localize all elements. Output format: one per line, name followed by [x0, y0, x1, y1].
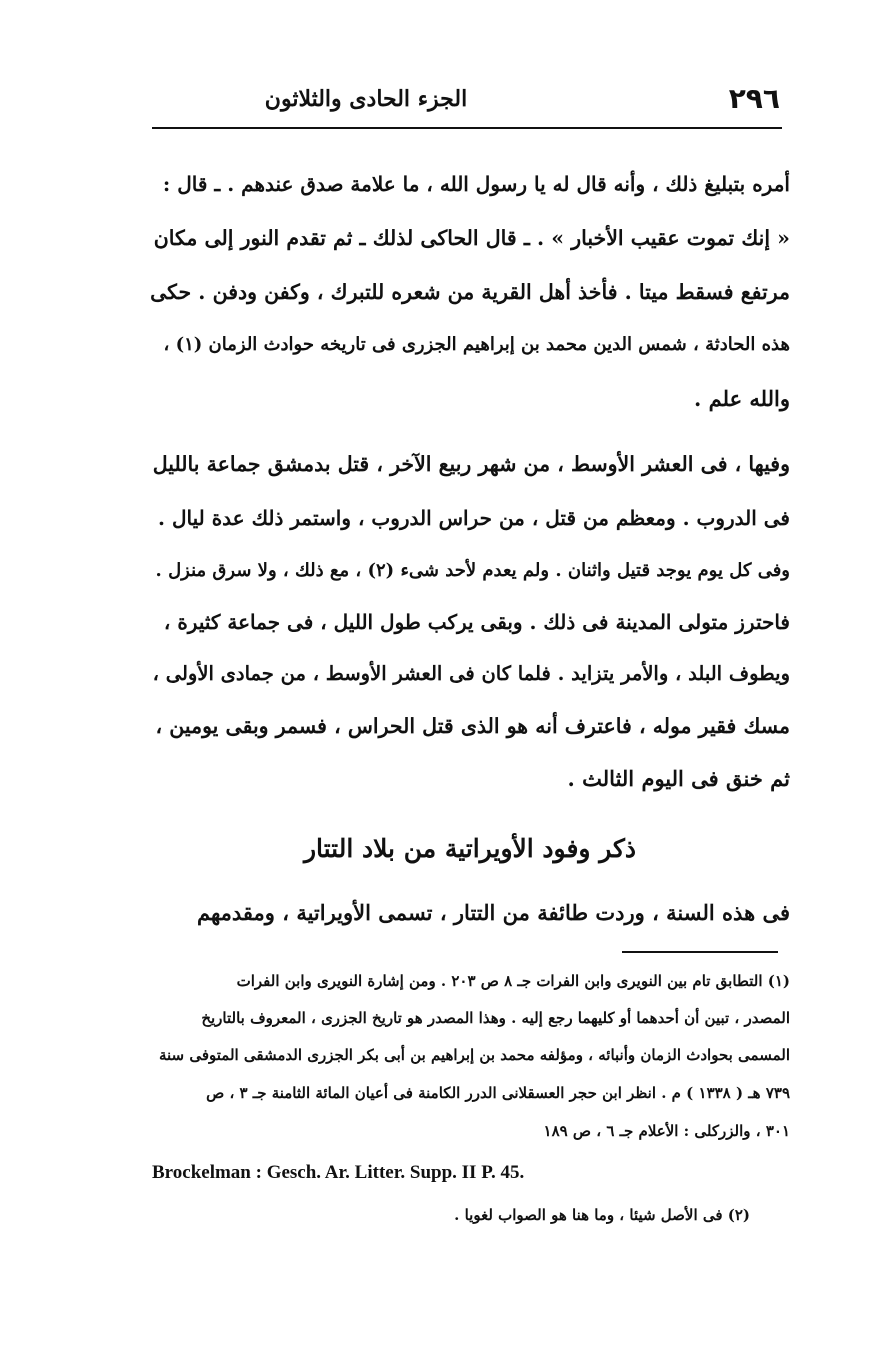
running-title: الجزء الحادى والثلاثون: [264, 86, 468, 112]
text-line: مرتفع فسقط ميتا . فأخذ أهل القرية من شعره للتبرك ، وكفن ودفن . حكى: [150, 280, 790, 304]
footnote-line: المصدر ، تبين أن أحدهما أو كليهما رجع إليه . وهذا المصدر هو تاريخ الجزرى ، المعروف بالتاريخ: [201, 1009, 790, 1027]
text-line: فى الدروب . ومعظم من قتل ، من حراس الدروب ، واستمر ذلك عدة ليال .: [158, 506, 790, 530]
text-line: والله علم .: [694, 386, 790, 411]
latin-reference: Brockelman : Gesch. Ar. Litter. Supp. II P. 45.: [152, 1162, 525, 1183]
text-line: هذه الحادثة ، شمس الدين محمد بن إبراهيم الجزرى فى تاريخه حوادث الزمان (١) ،: [163, 334, 790, 355]
text-line: وفى كل يوم يوجد قتيل واثنان . ولم يعدم لأحد شىء (٢) ، مع ذلك ، ولا سرق منزل .: [155, 560, 790, 581]
footnote-line: ٣٠١ ، والزركلى : الأعلام جـ ٦ ، ص ١٨٩: [543, 1122, 790, 1140]
footnote-line: (١) التطابق تام بين النويرى وابن الفرات جـ ٨ ص ٢٠٣ . ومن إشارة النويرى وابن الفرات: [236, 972, 790, 990]
text-line: وفيها ، فى العشر الأوسط ، من شهر ربيع الآخر ، قتل بدمشق جماعة بالليل: [152, 452, 790, 476]
footnote-line: ٧٣٩ هـ ( ١٣٣٨ ) م . انظر ابن حجر العسقلانى الدرر الكامنة فى أعيان المائة الثامنة جـ ٣ ، ص: [206, 1084, 790, 1102]
paragraph-2: [150, 452, 790, 802]
text-line: فى هذه السنة ، وردت طائفة من التتار ، تسمى الأويراتية ، ومقدمهم: [196, 900, 790, 925]
footnote-2: [150, 1206, 790, 1236]
text-line: مسك فقير موله ، فاعترف أنه هو الذى قتل الحراس ، فسمر وبقى يومين ،: [155, 714, 790, 738]
text-line: فاحترز متولى المدينة فى ذلك . وبقى يركب طول الليل ، فى جماعة كثيرة ،: [163, 610, 790, 634]
footnote-1: [150, 972, 790, 1152]
page-header: [152, 82, 780, 122]
text-line: ثم خنق فى اليوم الثالث .: [567, 766, 790, 791]
text-line: ويطوف البلد ، والأمر يتزايد . فلما كان فى العشر الأوسط ، من جمادى الأولى ،: [152, 662, 790, 685]
text-line: « إنك تموت عقيب الأخبار » . ـ قال الحاكى لذلك ـ ثم تقدم النور إلى مكان: [153, 226, 790, 250]
paragraph-1: [150, 172, 790, 412]
header-rule: [152, 127, 782, 129]
footnote-line: (٢) فى الأصل شيئا ، وما هنا هو الصواب لغويا .: [454, 1206, 750, 1224]
section-heading: ذكر وفود الأويراتية من بلاد التتار: [303, 834, 637, 863]
footnote-rule: [622, 951, 778, 953]
text-line: أمره بتبليغ ذلك ، وأنه قال له يا رسول الله ، ما علامة صدق عندهم . ـ قال :: [162, 172, 790, 196]
footnote-line: المسمى بحوادث الزمان وأنبائه ، ومؤلفه محمد بن إبراهيم بن أبى بكر الجزرى الدمشقى المتوفى سنة: [158, 1046, 790, 1064]
section-first-line: [150, 900, 790, 932]
page-number: ٢٩٦: [728, 82, 780, 115]
